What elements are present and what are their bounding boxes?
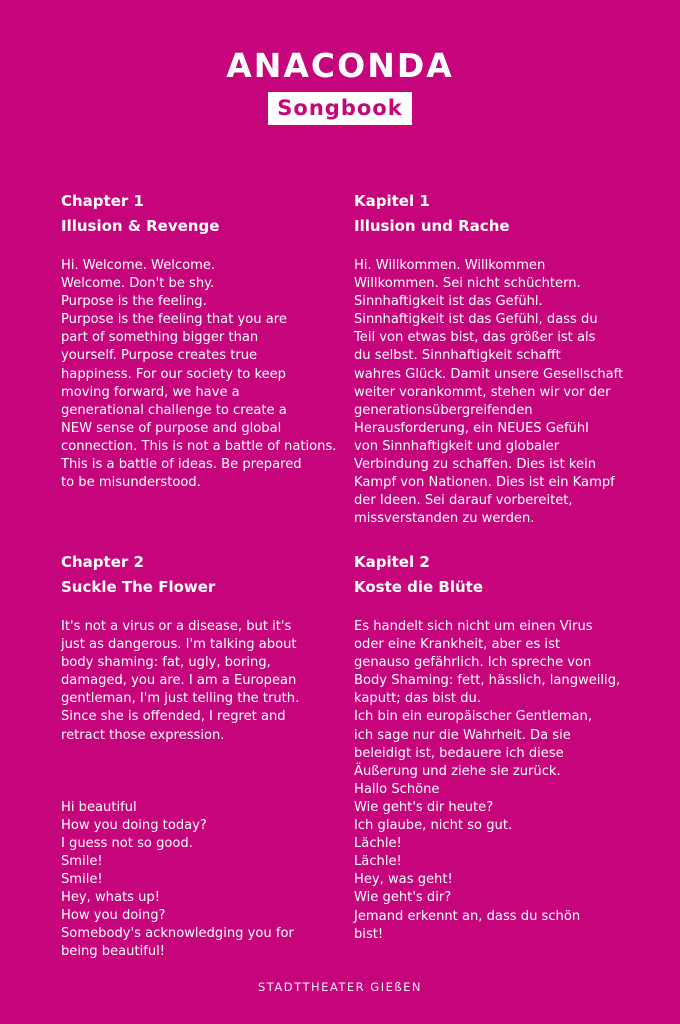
lyric-line: How you doing today? (61, 817, 207, 833)
lyric-line: Sinnhaftigkeit ist das Gefühl, dass du (354, 312, 598, 328)
lyric-line: moving forward, we have a (61, 384, 240, 400)
chapter-heading (61, 190, 331, 237)
lyrics-block (354, 257, 624, 528)
lyrics-block (61, 618, 331, 745)
lyric-line: retract those expression. (61, 727, 225, 743)
lyric-line: This is a battle of ideas. Be prepared (61, 457, 302, 473)
lyric-line: kaputt; das bist du. (354, 691, 481, 707)
lyric-line: Ich bin ein europäischer Gentleman, (354, 709, 593, 725)
lyric-line: Somebody's acknowledging you for (61, 926, 294, 942)
lyrics-block (354, 618, 621, 944)
lyric-line: just as dangerous. I'm talking about (61, 637, 297, 653)
lyric-line: body shaming: fat, ugly, boring, (61, 655, 271, 671)
subtitle-wrap (0, 92, 680, 125)
chapter-title: Illusion & Revenge (61, 217, 220, 235)
spacer (61, 745, 331, 799)
lyric-line: Purpose is the feeling. (61, 294, 207, 310)
lyric-line: Hi. Welcome. Welcome. (61, 258, 216, 273)
lyric-line: der Ideen. Sei darauf vorbereitet, (354, 493, 573, 509)
lyric-line: Sinnhaftigkeit ist das Gefühl. (354, 294, 543, 310)
lyric-line: part of something bigger than (61, 330, 259, 346)
chapter-2-english (61, 551, 331, 962)
chapter-number: Chapter 2 (61, 553, 144, 571)
lyric-line: Hey, was geht! (354, 872, 453, 888)
lyric-line: Verbindung zu schaffen. Dies ist kein (354, 457, 597, 473)
lyrics-block (61, 257, 337, 492)
chapter-number: Kapitel 1 (354, 192, 430, 210)
lyric-line: Hey, whats up! (61, 890, 160, 906)
theater-credit: STADTTHEATER GIEßEN (257, 980, 422, 994)
lyric-line: It's not a virus or a disease, but it's (61, 619, 292, 634)
lyric-line: damaged, you are. I am a European (61, 673, 297, 689)
chapter-title: Illusion und Rache (354, 217, 510, 235)
lyric-line: beleidigt ist, bedauere ich diese (354, 745, 564, 761)
lyric-line: Welcome. Don't be shy. (61, 276, 215, 292)
lyric-line: How you doing? (61, 908, 166, 924)
lyric-line: Lächle! (354, 836, 402, 852)
lyric-line: missverstanden zu werden. (354, 511, 535, 527)
chapter-heading (61, 551, 331, 598)
lyric-line: wahres Glück. Damit unsere Gesellschaft (354, 366, 624, 382)
chapter-heading (354, 190, 616, 237)
lyric-line: Jemand erkennt an, dass du schön (354, 908, 581, 924)
lyric-line: Smile! (61, 872, 103, 888)
lyric-line: oder eine Krankheit, aber es ist (354, 637, 561, 653)
lyric-line: Willkommen. Sei nicht schüchtern. (354, 276, 581, 292)
lyric-line: Lächle! (354, 854, 402, 870)
lyric-line: happiness. For our society to keep (61, 366, 286, 382)
lyric-line: Äußerung und ziehe sie zurück. (354, 763, 561, 779)
lyric-line: Es handelt sich nicht um einen Virus (354, 619, 593, 634)
lyric-line: to be misunderstood. (61, 475, 201, 491)
chapter-number: Chapter 1 (61, 192, 144, 210)
chapter-number: Kapitel 2 (354, 553, 430, 571)
lyric-line: Hi beautiful (61, 799, 137, 815)
lyric-line: Hi. Willkommen. Willkommen (354, 258, 546, 273)
lyric-line: Teil von etwas bist, das größer ist als (354, 330, 596, 346)
chapter-1-english (61, 190, 337, 492)
lyric-line: gentleman, I'm just telling the truth. (61, 691, 300, 707)
lyric-line: Smile! (61, 853, 103, 869)
lyric-line: being beautiful! (61, 944, 166, 960)
lyric-line: Since she is offended, I regret and (61, 709, 286, 725)
chapter-heading (354, 551, 616, 598)
lyric-line: Wie geht's dir heute? (354, 799, 494, 815)
lyric-line: Purpose is the feeling that you are (61, 312, 287, 328)
lyric-line: du selbst. Sinnhaftigkeit schafft (354, 348, 561, 364)
chapter-2-german (354, 551, 621, 944)
chapter-title: Suckle The Flower (61, 578, 216, 596)
chapter-1-german (354, 190, 624, 528)
chapter-title: Koste die Blüte (354, 578, 484, 596)
lyric-line: generationsübergreifenden (354, 402, 533, 418)
lyric-line: generational challenge to create a (61, 402, 287, 418)
songbook-label: Songbook (268, 92, 411, 125)
lyric-line: ich sage nur die Wahrheit. Da sie (354, 727, 571, 743)
lyric-line: Herausforderung, ein NEUES Gefühl (354, 420, 589, 436)
lyrics-block-2 (61, 799, 331, 962)
lyric-line: bist! (354, 926, 384, 942)
lyric-line: I guess not so good. (61, 835, 193, 851)
lyric-line: connection. This is not a battle of nations. (61, 438, 337, 454)
lyric-line: Wie geht's dir? (354, 890, 452, 906)
lyric-line: weiter vorankommt, stehen wir vor der (354, 384, 611, 400)
lyric-line: von Sinnhaftigkeit und globaler (354, 438, 560, 454)
lyric-line: Ich glaube, nicht so gut. (354, 818, 513, 834)
lyric-line: Kampf von Nationen. Dies ist ein Kampf (354, 475, 615, 491)
lyric-line: NEW sense of purpose and global (61, 420, 282, 436)
lyric-line: Hallo Schöne (354, 781, 440, 797)
lyric-line: yourself. Purpose creates true (61, 348, 258, 364)
lyric-line: genauso gefährlich. Ich spreche von (354, 655, 592, 671)
page-title: ANACONDA (226, 46, 454, 85)
lyric-line: Body Shaming: fett, hässlich, langweilig, (354, 673, 621, 689)
